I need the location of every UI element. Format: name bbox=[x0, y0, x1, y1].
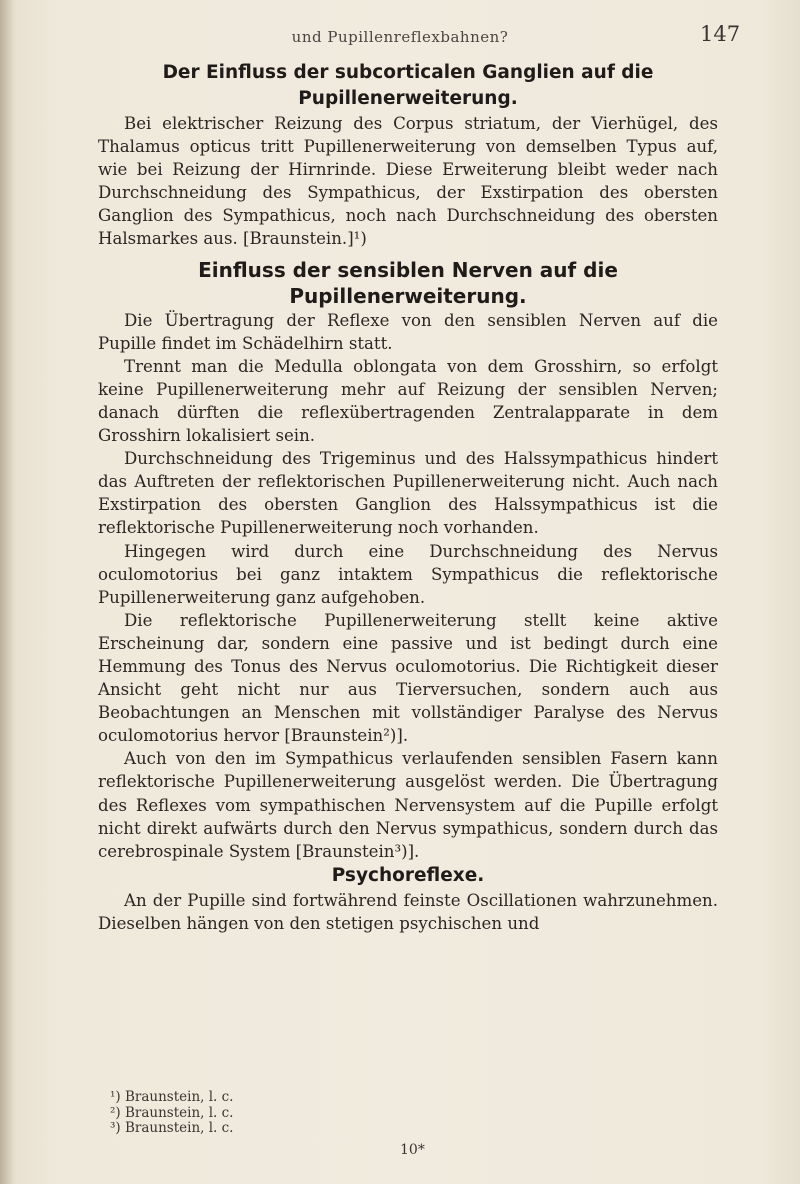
section-heading-subcortical-line1: Der Einfluss der subcorticalen Ganglien auf die bbox=[162, 62, 654, 83]
paragraph: Die Übertragung der Reflexe von den sensiblen Nerven auf die Pupille findet im Schädelhirn statt. bbox=[98, 310, 718, 353]
paragraph: Hingegen wird durch eine Durchschneidung des Nervus oculomotorius bei ganz intaktem Sympathicus die reflektorische Pupillenerweiterung ganz aufgehoben. bbox=[98, 541, 718, 607]
paragraph: Die reflektorische Pupillenerweiterung stellt keine aktive Erscheinung dar, sondern eine passive und ist bedingt durch eine Hemmung des Tonus des Nervus oculomotorius. Die Richtigkeit dieser Ansicht geht nicht nur aus Tierversuchen, sondern auch aus Beobachtungen an Menschen mit vollständiger Paralyse des Nervus oculomotorius hervor [Braunstein²)]. bbox=[98, 610, 718, 746]
running-title: und Pupillenreflexbahnen? bbox=[291, 28, 509, 46]
section-heading-sensible-nerves: Einfluss der sensiblen Nerven auf die Pupillenerweiterung. bbox=[198, 257, 618, 308]
footnotes bbox=[110, 1090, 233, 1137]
page-gutter-shadow bbox=[0, 0, 14, 1184]
page-number: 147 bbox=[700, 22, 741, 46]
body-text bbox=[98, 60, 718, 935]
paragraph: Bei elektrischer Reizung des Corpus striatum, der Vierhügel, des Thalamus opticus tritt Pupillenerweiterung von demselben Typus auf, wie bei Reizung der Hirnrinde. Diese Erweiterung bleibt weder nach Durchschneidung des Sympathicus, der Exstirpation des obersten Ganglion des Sympathicus, noch nach Durchschneidung des obersten Halsmarkes aus. [Braunstein.]¹) bbox=[98, 114, 718, 249]
footnote: ²) Braunstein, l. c. bbox=[110, 1104, 234, 1121]
printer-signature-mark: 10* bbox=[400, 1142, 425, 1158]
section-heading-subcortical-line2: Pupillenerweiterung. bbox=[298, 88, 518, 109]
footnote: ¹) Braunstein, l. c. bbox=[110, 1089, 234, 1105]
paragraph: Durchschneidung des Trigeminus und des Halssympathicus hindert das Auftreten der reflektorischen Pupillenerweiterung nicht. Auch nach Exstirpation des obersten Ganglion des Halssympathicus ist die reflektorische Pupillenerweiterung noch vorhanden. bbox=[98, 449, 718, 538]
paragraph: Trennt man die Medulla oblongata von dem Grosshirn, so erfolgt keine Pupillenerweiterung mehr auf Reizung der sensiblen Nerven; danach dürften die reflexübertragenden Zentralapparate in dem Grosshirn lokalisiert sein. bbox=[98, 356, 718, 446]
footnote: ³) Braunstein, l. c. bbox=[110, 1120, 234, 1136]
paragraph: Auch von den im Sympathicus verlaufenden sensiblen Fasern kann reflektorische Pupillenerweiterung ausgelöst werden. Die Übertragung des Reflexes vom sympathischen Nervensystem auf die Pupille erfolgt nicht direkt aufwärts durch den Nervus sympathicus, sondern durch das cerebrospinale System [Braunstein³)]. bbox=[98, 749, 718, 861]
paragraph: An der Pupille sind fortwährend feinste Oscillationen wahrzunehmen. Dieselben hängen von den stetigen psychischen und bbox=[98, 890, 718, 933]
section-heading-psychoreflexe: Psychoreflexe. bbox=[331, 864, 485, 886]
